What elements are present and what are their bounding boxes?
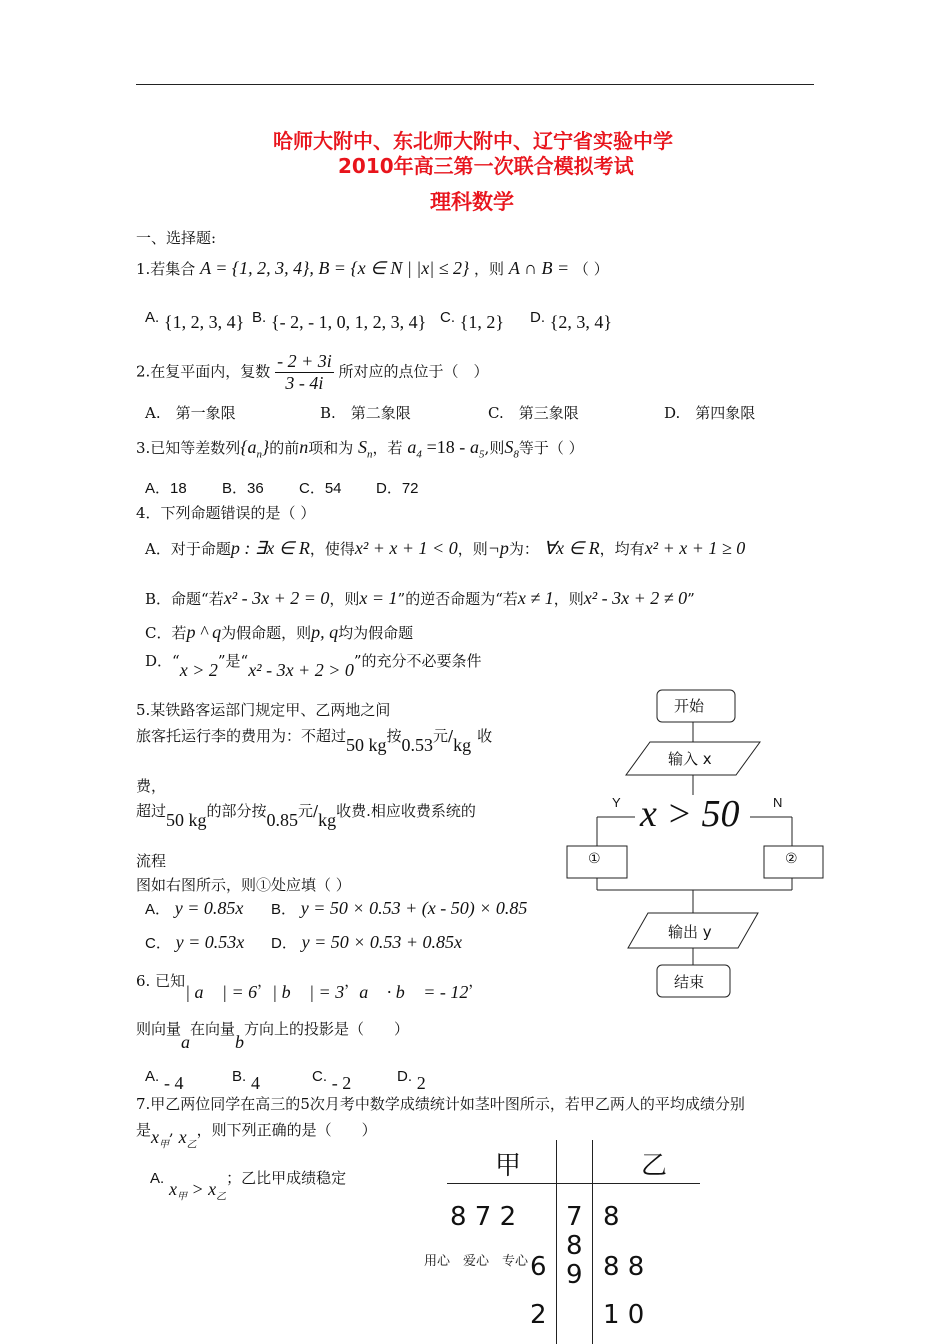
q2-option-b: B. 第二象限 — [320, 404, 411, 422]
q6-option-c: C. - 2 — [312, 1068, 352, 1093]
q6-option-b: B. 4 — [232, 1068, 260, 1093]
q5-line2: 旅客托运行李的费用为：不超过50 kg按0.53元/kg 收 — [136, 727, 493, 755]
q5-line4: 超过50 kg的部分按0.85元/kg收费.相应收费系统的 — [136, 802, 476, 830]
q2-prefix: 2.在复平面内，复数 — [136, 362, 271, 381]
q2-line — [136, 351, 489, 394]
flow-output-label: 输出 y — [668, 923, 712, 941]
q3-line: 3.已知等差数列$\{a_n\}$的前n项和为 $S_n$，若 $a_4 =18 - a_5$,则$S_8$等于（ ） — [136, 437, 584, 461]
flowchart — [560, 680, 840, 1010]
stemleaf-row2-stem: 8 9 — [566, 1231, 583, 1290]
stemleaf-left-header: 甲 — [495, 1151, 522, 1181]
q1-expr: A ∩ B = — [508, 258, 570, 278]
q3-option-b: B．36 — [222, 480, 264, 497]
flow-end-label: 结束 — [674, 973, 705, 991]
flow-box1-label: ① — [588, 851, 601, 867]
subject-title: 理科数学 — [430, 190, 514, 214]
footer-text: 用心 爱心 专心 — [424, 1254, 529, 1269]
q1-option-d: D. {2, 3, 4} — [530, 309, 613, 332]
stemleaf-row1-left: 8 7 2 — [450, 1202, 517, 1232]
stemleaf-row1-right: 8 — [603, 1202, 620, 1232]
stemleaf-row2-left: 6 — [530, 1252, 547, 1282]
flow-input-label: 输入 x — [668, 750, 712, 768]
q5-option-c: C． y = 0.53x — [145, 932, 245, 952]
q5-option-a: A． y = 0.85x — [145, 898, 244, 918]
header-rule — [136, 84, 814, 85]
q2-option-a: A. 第一象限 — [145, 404, 236, 422]
q1-paren: （ ） — [573, 260, 609, 278]
q2-suffix: 所对应的点位于（ ） — [338, 362, 489, 381]
q1-setA: A = {1, 2, 3, 4} — [200, 258, 310, 278]
q1-option-c: C. {1, 2} — [440, 309, 505, 332]
q1-prefix: 1.若集合 — [136, 260, 196, 278]
q2-option-c: C. 第三象限 — [488, 404, 579, 422]
stemleaf-row2-right: 8 8 — [603, 1252, 645, 1282]
q5-option-d: D． y = 50 × 0.53 + 0.85x — [271, 932, 463, 952]
stemleaf-divider-right — [592, 1140, 593, 1344]
q5-option-b: B． y = 50 × 0.53 + (x - 50) × 0.85 — [271, 898, 528, 918]
q6-option-a: A. - 4 — [145, 1068, 184, 1093]
q2-fraction: $\frac{- 2 + 3i}{3 - 4i}$ — [277, 351, 332, 393]
q5-line6: 图如右图所示，则①处应填（ ） — [136, 876, 351, 894]
q2-option-d: D. 第四象限 — [664, 404, 756, 422]
q3-option-a: A．18 — [145, 480, 187, 497]
q1-setB: , B = {x ∈ N | |x| ≤ 2} — [309, 258, 470, 278]
q6-line1: 6. 已知| a⃗ | = 6，| b⃗ | = 3，a⃗ · b⃗ = - 12， — [136, 972, 484, 1002]
stemleaf-rule — [447, 1183, 700, 1184]
q1-suffix: ，则 — [474, 260, 505, 278]
q4-option-a: A．对于命题p : ∃x ∈ R，使得x² + x + 1 < 0，则¬p为： ∀x ∈ R，均有x² + x + 1 ≥ 0 — [145, 538, 746, 558]
q5-line3: 费， — [136, 777, 167, 795]
stemleaf-right-header: 乙 — [641, 1151, 668, 1181]
q1-line — [136, 258, 609, 279]
flow-condition: x > 50 — [640, 793, 740, 835]
stemleaf-row3-left: 2 — [530, 1300, 547, 1330]
q1-option-a: A. {1, 2, 3, 4} — [145, 309, 245, 332]
q4-option-c: C．若p ^ q为假命题，则p, q均为假命题 — [145, 622, 414, 642]
q5-line5: 流程 — [136, 852, 167, 870]
stemleaf-divider-left — [556, 1140, 557, 1344]
q1-option-b: B. {- 2, - 1, 0, 1, 2, 3, 4} — [252, 309, 427, 332]
q6-line2: 则向量a在向量b方向上的投影是（ ） — [136, 1020, 410, 1052]
q6-option-d: D. 2 — [397, 1068, 426, 1093]
q3-option-d: D．72 — [376, 480, 419, 497]
section-heading: 一、选择题: — [136, 229, 217, 247]
title-line1: 哈师大附中、东北师大附中、辽宁省实验中学 — [273, 129, 673, 153]
q7-line2: 是$x_甲$, $x_乙$，则下列正确的是（ ） — [136, 1121, 377, 1151]
flow-no-label: N — [773, 795, 783, 810]
q4-option-d: D．“x > 2”是“x² - 3x + 2 > 0”的充分不必要条件 — [145, 652, 482, 680]
q3-option-c: C．54 — [299, 480, 342, 497]
flow-box2-label: ② — [785, 851, 798, 867]
q4-option-b: B．命题“若x² - 3x + 2 = 0，则x = 1”的逆否命题为“若x ≠ 1，则x² - 3x + 2 ≠ 0” — [145, 588, 695, 608]
q7-line1: 7.甲乙两位同学在高三的5次月考中数学成绩统计如茎叶图所示，若甲乙两人的平均成绩分别 — [136, 1095, 745, 1113]
stemleaf-row3-right: 1 0 — [603, 1300, 645, 1330]
flow-start-label: 开始 — [674, 697, 705, 715]
q4-title: 4．下列命题错误的是（ ） — [136, 504, 316, 522]
title-line2: 2010年高三第一次联合模拟考试 — [338, 154, 634, 178]
q7-option-a: A. $x_甲 > x_乙$；乙比甲成绩稳定 — [150, 1169, 347, 1203]
q5-line1: 5.某铁路客运部门规定甲、乙两地之间 — [136, 701, 391, 719]
stemleaf-row1-stem: 7 — [566, 1202, 583, 1232]
flow-yes-label: Y — [612, 795, 621, 810]
